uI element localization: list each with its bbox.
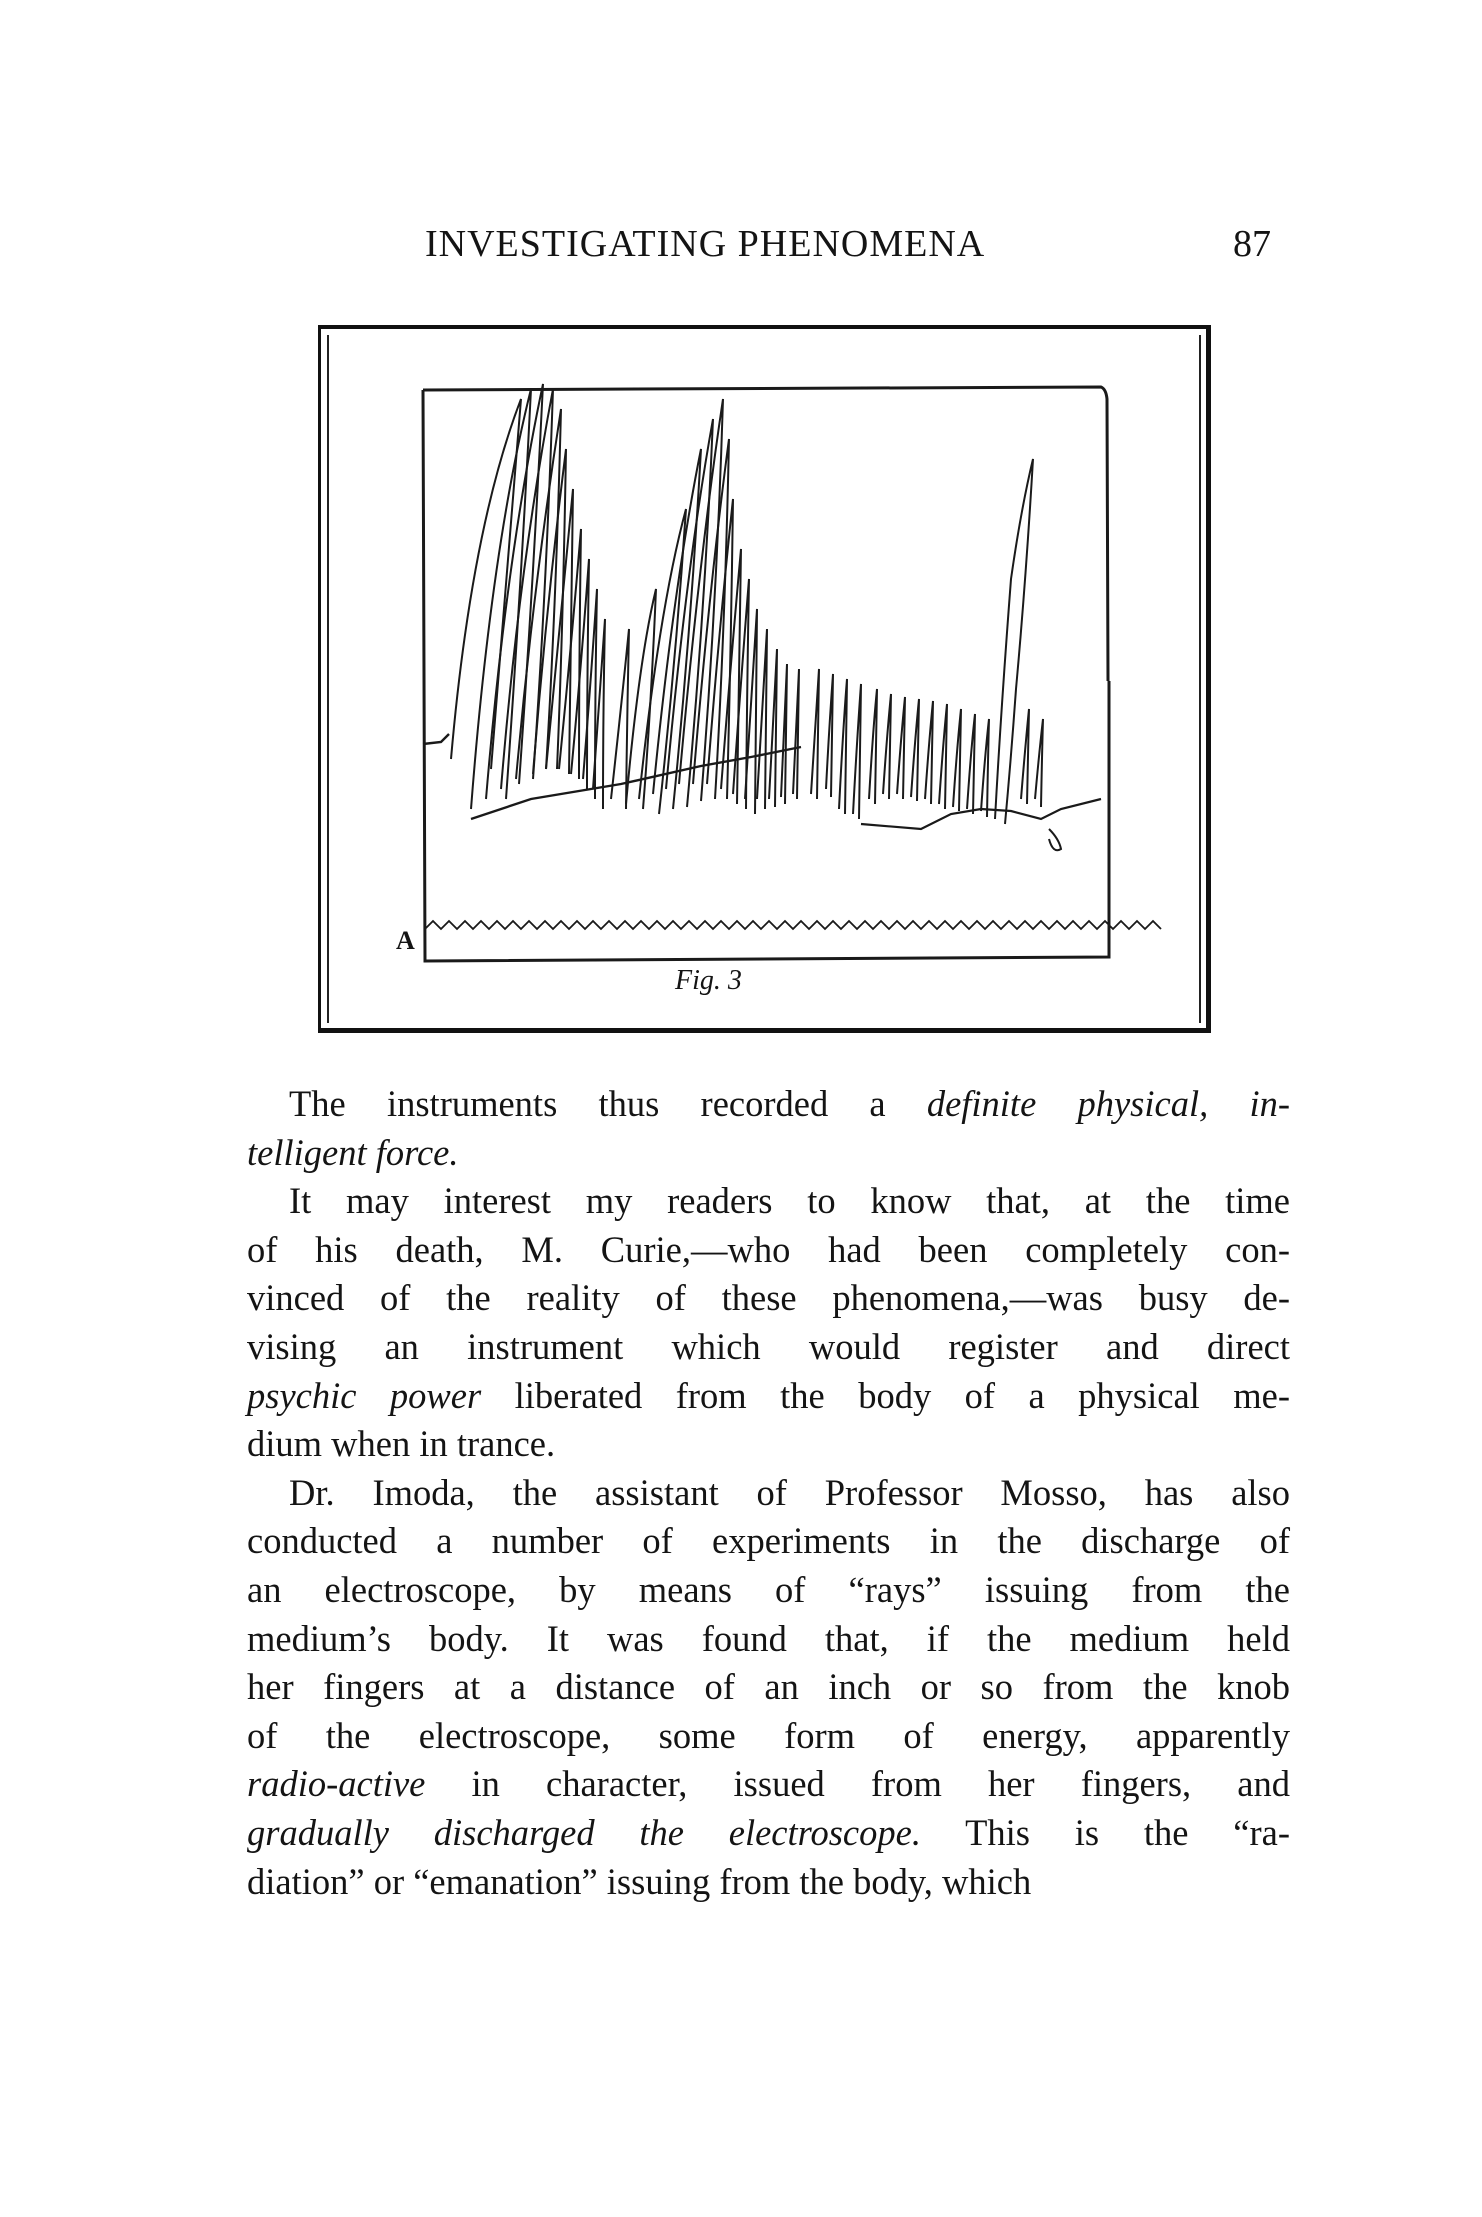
text-segment: It may interest my readers to know that, at the time xyxy=(289,1180,1290,1222)
text-segment: conducted a number of experiments in the discharge of xyxy=(247,1520,1290,1562)
time-marker-line xyxy=(425,921,1161,929)
text-line xyxy=(247,1080,1290,1129)
text-line xyxy=(247,1274,1290,1323)
text-line xyxy=(247,1566,1290,1615)
figure-caption: Fig. 3 xyxy=(675,965,742,996)
text-segment: her fingers at a distance of an inch or so from the knob xyxy=(247,1666,1290,1708)
text-segment: of the electroscope, some form of energy, apparently xyxy=(247,1714,1290,1756)
figure-trace-drawing xyxy=(321,329,1214,1037)
text-segment: Dr. Imoda, the assistant of Professor Mosso, has also xyxy=(289,1471,1290,1513)
text-line xyxy=(247,1469,1290,1518)
text-segment: The instruments thus recorded a xyxy=(289,1083,927,1124)
text-line xyxy=(247,1615,1290,1664)
text-line xyxy=(247,1809,1290,1858)
page-header xyxy=(0,222,1482,272)
body-text xyxy=(247,1080,1290,1906)
text-line xyxy=(247,1420,1290,1469)
text-segment: vising an instrument which would register and direct xyxy=(247,1325,1290,1367)
text-segment: This is the “ra- xyxy=(920,1811,1290,1853)
running-head: INVESTIGATING PHENOMENA xyxy=(425,223,986,265)
italic-text: telligent force. xyxy=(247,1131,459,1173)
text-segment: dium when in trance. xyxy=(247,1423,556,1465)
text-line xyxy=(247,1129,1290,1178)
italic-text: gradually discharged the electroscope. xyxy=(247,1811,921,1853)
spike-group-right xyxy=(811,459,1061,850)
text-line xyxy=(247,1663,1290,1712)
spike-group-left xyxy=(451,384,605,809)
text-line xyxy=(247,1858,1290,1907)
baseline-trace xyxy=(423,734,801,819)
text-line xyxy=(247,1177,1290,1226)
spike-group-middle xyxy=(611,399,799,814)
text-line xyxy=(247,1372,1290,1421)
text-segment: liberated from the body of a physical me- xyxy=(481,1374,1290,1416)
text-line xyxy=(247,1517,1290,1566)
text-segment: an electroscope, by means of “rays” issuing from the xyxy=(247,1568,1290,1610)
figure-label-a: A xyxy=(396,926,415,955)
text-line xyxy=(247,1323,1290,1372)
text-segment: vinced of the reality of these phenomena,—was busy de- xyxy=(247,1277,1290,1319)
text-segment: of his death, M. Curie,—who had been completely con- xyxy=(247,1228,1290,1270)
text-segment: in character, issued from her fingers, and xyxy=(425,1763,1290,1805)
text-segment: diation” or “emanation” issuing from the body, which xyxy=(247,1860,1032,1902)
italic-text: psychic power xyxy=(247,1374,482,1416)
italic-text: definite physical, in- xyxy=(926,1083,1290,1124)
figure-frame xyxy=(318,325,1211,1033)
text-line xyxy=(247,1760,1290,1809)
text-line xyxy=(247,1712,1290,1761)
text-line xyxy=(247,1226,1290,1275)
page-number: 87 xyxy=(1233,223,1271,265)
italic-text: radio-active xyxy=(247,1763,426,1805)
text-segment: medium’s body. It was found that, if the medium held xyxy=(247,1617,1290,1659)
